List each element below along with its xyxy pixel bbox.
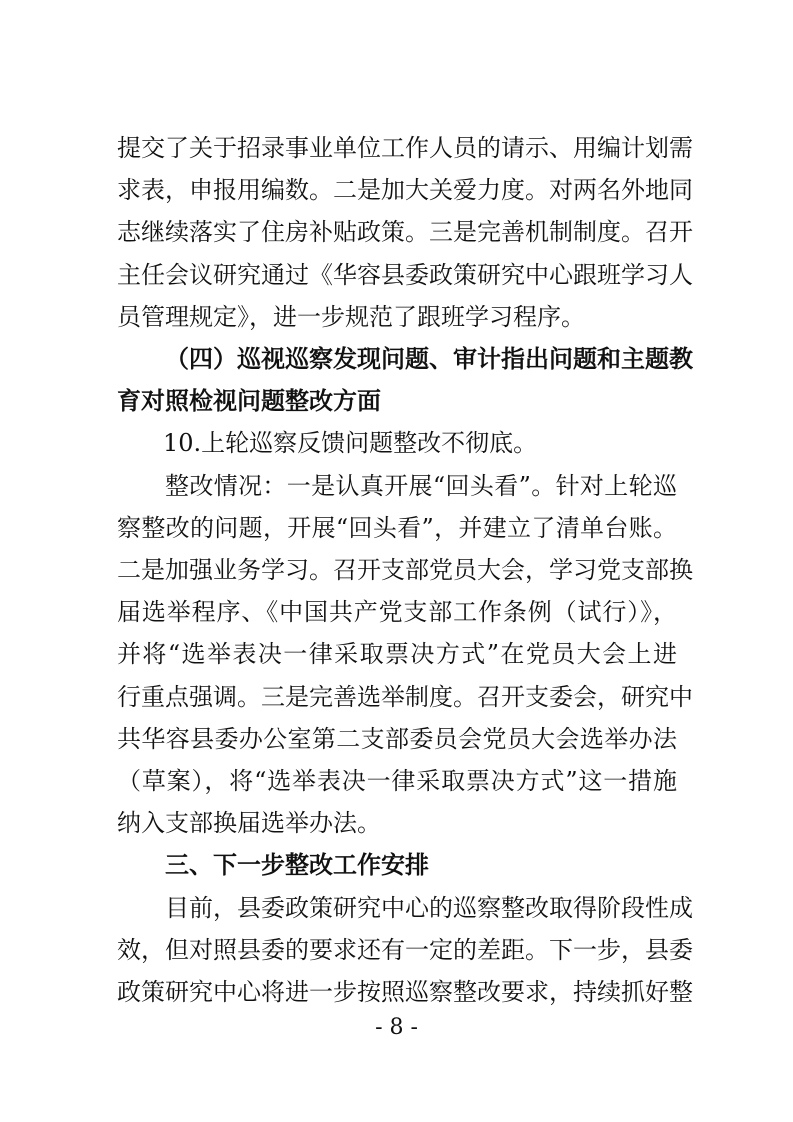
body-text-line: 察整改的问题，开展“回头看”，并建立了清单台账。	[117, 514, 677, 542]
page-number: - 8 -	[375, 1015, 418, 1040]
section-heading: （四）巡视巡察发现问题、审计指出问题和主题教	[165, 344, 693, 373]
body-text-line: 员管理规定》，进一步规范了跟班学习程序。	[117, 303, 585, 331]
body-text-line: 并将“选举表决一律采取票决方式”在党员大会上进	[117, 640, 677, 668]
body-text-line: 提交了关于招录事业单位工作人员的请示、用编计划需	[117, 134, 693, 162]
section-heading-cont: 育对照检视问题整改方面	[117, 386, 381, 415]
body-text-line: 政策研究中心将进一步按照巡察整改要求，持续抓好整	[117, 978, 693, 1006]
issue-item: 10.上轮巡察反馈问题整改不彻底。	[163, 429, 538, 457]
body-text-line: 目前，县委政策研究中心的巡察整改取得阶段性成	[165, 894, 693, 922]
body-text-line: 整改情况：一是认真开展“回头看”。针对上轮巡	[165, 472, 677, 500]
body-text-line: 志继续落实了住房补贴政策。三是完善机制制度。召开	[117, 218, 693, 246]
body-text-line: 纳入支部换届选举办法。	[117, 809, 381, 837]
body-text-line: 求表，申报用编数。二是加大关爱力度。对两名外地同	[117, 176, 693, 204]
body-text-line: 届选举程序、《中国共产党支部工作条例（试行）》，	[117, 598, 677, 626]
chapter-heading: 三、下一步整改工作安排	[165, 850, 429, 879]
body-text-line: 二是加强业务学习。召开支部党员大会，学习党支部换	[117, 556, 693, 584]
body-text-line: 效，但对照县委的要求还有一定的差距。下一步，县委	[117, 936, 693, 964]
body-text-line: 共华容县委办公室第二支部委员会党员大会选举办法	[117, 725, 677, 753]
body-text-line: 行重点强调。三是完善选举制度。召开支委会，研究中	[117, 683, 693, 711]
body-text-line: （草案），将“选举表决一律采取票决方式”这一措施	[117, 767, 677, 795]
body-text-line: 主任会议研究通过《华容县委政策研究中心跟班学习人	[117, 261, 693, 289]
